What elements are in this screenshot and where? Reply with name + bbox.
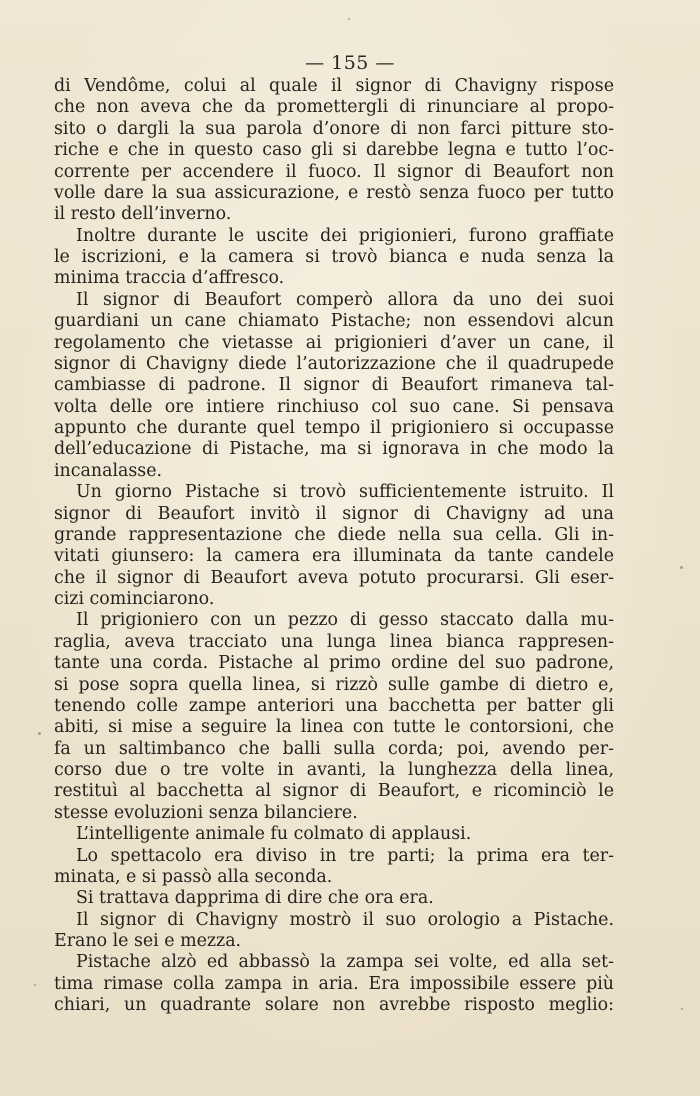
paper-speck [680,566,683,569]
text-line: Inoltre durante le uscite dei prigionieri, furono graffiate [76,225,614,246]
text-line: appunto che durante quel tempo il prigioniero si occupasse [54,418,614,438]
text-line: il resto dell’inverno. [54,204,232,225]
text-line: minata, e si passò alla seconda. [54,866,333,887]
text-line: che il signor di Beaufort aveva potuto procurarsi. Gli eser- [54,567,614,588]
text-line: tima rimase colla zampa in aria. Era impossibile essere più [54,973,614,994]
text-line: vitati giunsero: la camera era illuminata da tante candele [54,546,614,567]
text-line: si pose sopra quella linea, si rizzò sulle gambe di dietro e, [54,674,614,695]
paper-speck [34,984,36,986]
text-line: corrente per accendere il fuoco. Il signor di Beaufort non [54,161,614,182]
text-line: cambiasse di padrone. Il signor di Beaufort rimaneva tal- [54,375,614,396]
text-line: corso due o tre volte in avanti, la lunghezza della linea, [54,760,614,780]
text-line: fa un saltimbanco che balli sulla corda; poi, avendo per- [54,738,614,759]
text-line: stesse evoluzioni senza bilanciere. [54,802,358,823]
text-line: Pistache alzò ed abbassò la zampa sei volte, ed alla set- [76,952,614,973]
text-line: regolamento che vietasse ai prigionieri d’aver un cane, il [54,332,614,353]
text-line: Lo spettacolo era diviso in tre parti; la prima era ter- [76,845,614,866]
text-line: restituì al bacchetta al signor di Beaufort, e ricominciò le [54,781,614,802]
paper-speck [348,18,350,20]
text-line: sito o dargli la sua parola d’onore di non farci pitture sto- [54,118,614,139]
text-line: riche e che in questo caso gli si darebbe legna e tutto l’oc- [54,140,614,161]
text-line: Il signor di Chavigny mostrò il suo orologio a Pistache. [76,909,614,930]
text-line: Il signor di Beaufort comperò allora da uno dei suoi [76,289,614,310]
text-line: di Vendôme, colui al quale il signor di Chavigny rispose [54,76,614,96]
text-line: volta delle ore intiere rinchiuso col suo cane. Si pensava [54,396,614,417]
text-line: signor di Chavigny diede l’autorizzazione che il quadrupede [54,353,614,374]
text-line: le iscrizioni, e la camera si trovò bianca e nuda senza la [54,247,614,267]
text-line: L’intelligente animale fu colmato di applausi. [76,824,472,845]
text-line: Un giorno Pistache si trovò sufficientemente istruito. Il [76,482,614,503]
text-line: tenendo colle zampe anteriori una bacchetta per batter gli [54,695,614,716]
text-line: Erano le sei e mezza. [54,931,242,951]
text-line: che non aveva che da promettergli di rinunciare al propo- [54,97,614,118]
text-line: Si trattava dapprima di dire che ora era. [76,888,434,909]
page-number: — 155 — [305,52,395,74]
paper-speck [681,1008,683,1010]
text-line: volle dare la sua assicurazione, e restò senza fuoco per tutto [54,182,614,203]
text-line: tante una corda. Pistache al primo ordine del suo padrone, [54,653,614,674]
body-text [54,76,614,1017]
text-line: signor di Beaufort invitò il signor di Chavigny ad una [54,503,614,524]
text-line: dell’educazione di Pistache, ma si ignorava in che modo la [54,439,614,460]
text-line: incanalasse. [54,460,163,481]
text-line: guardiani un cane chiamato Pistache; non essendovi alcun [54,311,614,332]
text-line: Il prigioniero con un pezzo di gesso staccato dalla mu- [76,610,614,631]
text-line: raglia, aveva tracciato una lunga linea bianca rappresen- [54,631,614,652]
text-line: grande rappresentazione che diede nella sua cella. Gli in- [54,524,614,545]
text-line: abiti, si mise a seguire la linea con tutte le contorsioni, che [54,717,614,738]
text-line: minima traccia d’affresco. [54,268,285,289]
text-line: cizi cominciarono. [54,589,215,609]
text-line: chiari, un quadrante solare non avrebbe risposto meglio: [54,995,614,1016]
paper-speck [38,732,41,735]
